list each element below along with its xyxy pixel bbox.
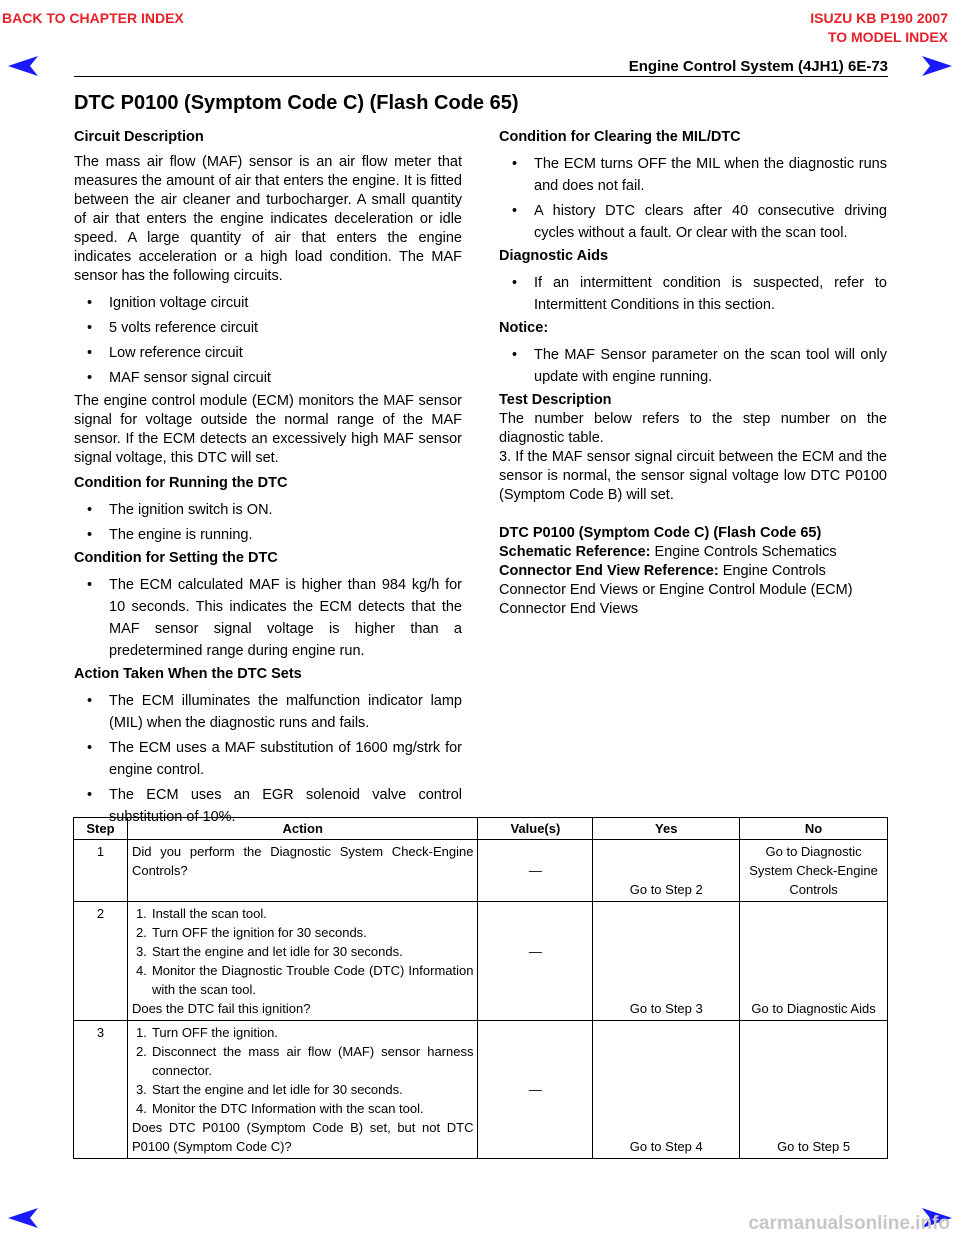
running-condition-list — [74, 499, 462, 546]
list-item: • Ignition voltage circuit — [87, 295, 249, 311]
page-header-title: Engine Control System (4JH1) 6E-73 — [628, 58, 888, 75]
list-item: • Low reference circuit — [87, 345, 243, 361]
list-item: • The ECM uses a MAF substitution of 1600 mg/strk for engine control. — [87, 740, 462, 778]
action-question: Does DTC P0100 (Symptom Code B) set, but not DTC P0100 (Symptom Code C)? — [131, 1120, 474, 1154]
right-column — [499, 128, 887, 619]
action-taken-heading: Action Taken When the DTC Sets — [74, 666, 302, 682]
value-cell: — — [478, 1021, 593, 1159]
list-item: • The MAF Sensor parameter on the scan tool will only update with engine running. — [512, 347, 887, 385]
diagnostic-aids-heading: Diagnostic Aids — [499, 248, 609, 264]
action-step: 2. Disconnect the mass air flow (MAF) sensor harness connector. — [135, 1044, 474, 1078]
test-step-3-text: 3. If the MAF sensor signal circuit between the ECM and the sensor is normal, the sensor signal voltage low DTC P0100 (Symptom Code B) will set. — [499, 449, 887, 503]
setting-condition-heading: Condition for Setting the DTC — [74, 550, 278, 566]
table-row — [74, 1021, 888, 1159]
list-item: • The ECM turns OFF the MIL when the diagnostic runs and does not fail. — [512, 156, 887, 194]
action-question: Does the DTC fail this ignition? — [131, 1001, 311, 1016]
running-condition-heading: Condition for Running the DTC — [74, 475, 288, 491]
action-cell — [127, 902, 478, 1021]
list-item: • The engine is running. — [87, 527, 253, 543]
list-item: • A history DTC clears after 40 consecutive driving cycles without a fault. Or clear with the scan tool. — [512, 203, 887, 241]
action-step: 3. Start the engine and let idle for 30 seconds. — [135, 944, 403, 959]
notice-heading: Notice: — [499, 320, 549, 336]
action-taken-list — [74, 690, 462, 828]
next-page-arrow-icon[interactable] — [922, 56, 952, 76]
no-result: Go to Diagnostic Aids — [740, 902, 888, 1021]
action-step: 1. Install the scan tool. — [135, 906, 267, 921]
list-item: • The ECM uses an EGR solenoid valve control substitution of 10%. — [87, 787, 462, 825]
notice-list — [499, 344, 887, 388]
column-header-values: Value(s) — [478, 818, 593, 840]
action-step: 4. Monitor the Diagnostic Trouble Code (DTC) Information with the scan tool. — [135, 963, 474, 997]
list-item: • If an intermittent condition is suspected, refer to Intermittent Conditions in this section. — [512, 275, 887, 313]
list-item: • 5 volts reference circuit — [87, 320, 259, 336]
watermark: carmanualsonline.info — [748, 1213, 950, 1234]
diagnostic-aids-list — [499, 272, 887, 316]
action-step: 3. Start the engine and let idle for 30 seconds. — [135, 1082, 403, 1097]
diagnostic-table — [73, 817, 888, 1159]
action-step: 2. Turn OFF the ignition for 30 seconds. — [135, 925, 367, 940]
dtc-subtitle: DTC P0100 (Symptom Code C) (Flash Code 65) — [499, 525, 822, 541]
column-header-step: Step — [74, 818, 128, 840]
back-to-chapter-index-link[interactable]: BACK TO CHAPTER INDEX — [2, 10, 184, 26]
header-divider — [74, 76, 888, 77]
model-title-link[interactable]: ISUZU KB P190 2007 — [810, 10, 948, 26]
setting-condition-list — [74, 574, 462, 662]
step-number: 2 — [74, 902, 128, 1021]
action-step: 4. Monitor the DTC Information with the scan tool. — [135, 1101, 424, 1116]
clearing-condition-list — [499, 153, 887, 244]
schematic-reference: Schematic Reference: Engine Controls Schematics — [499, 544, 837, 560]
step-number: 3 — [74, 1021, 128, 1159]
circuit-list — [74, 292, 462, 389]
table-row — [74, 840, 888, 902]
no-result: Go to Step 5 — [740, 1021, 888, 1159]
circuit-description-heading: Circuit Description — [74, 129, 204, 145]
to-model-index-link[interactable]: TO MODEL INDEX — [827, 29, 948, 45]
column-header-action: Action — [127, 818, 478, 840]
no-result: Go to Diagnostic System Check-Engine Controls — [740, 840, 888, 902]
connector-end-view-reference: Connector End View Reference: Engine Controls Connector End Views or Engine Control Module (ECM) Connector End Views — [499, 563, 853, 617]
list-item: • The ignition switch is ON. — [87, 502, 273, 518]
step-number: 1 — [74, 840, 128, 902]
column-header-yes: Yes — [593, 818, 740, 840]
action-step: 1. Turn OFF the ignition. — [135, 1025, 278, 1040]
left-column — [74, 128, 462, 831]
yes-result: Go to Step 4 — [593, 1021, 740, 1159]
circuit-description-text: The mass air flow (MAF) sensor is an air flow meter that measures the amount of air that enters the engine. It is fitted between the air cleaner and turbocharger. A small quantity of air that enters the engine indicates deceleration or idle speed. A large quantity of air that enters the engine indicates acceleration or a high load condition. The MAF sensor has the following circuits. — [74, 154, 462, 284]
list-item: • The ECM illuminates the malfunction indicator lamp (MIL) when the diagnostic runs and fails. — [87, 693, 462, 731]
table-header-row — [74, 818, 888, 840]
clearing-condition-heading: Condition for Clearing the MIL/DTC — [499, 129, 741, 145]
value-cell: — — [478, 902, 593, 1021]
previous-page-arrow-icon-bottom[interactable] — [8, 1208, 38, 1228]
action-text: Did you perform the Diagnostic System Check-Engine Controls? — [127, 840, 478, 902]
ecm-monitor-text: The engine control module (ECM) monitors the MAF sensor signal for voltage outside the normal range of the MAF sensor. If the ECM detects an excessively high MAF sensor signal voltage, this DTC will set. — [74, 393, 462, 466]
value-cell: — — [478, 840, 593, 902]
action-cell — [127, 1021, 478, 1159]
column-header-no: No — [740, 818, 888, 840]
page-title: DTC P0100 (Symptom Code C) (Flash Code 65) — [74, 92, 519, 114]
yes-result: Go to Step 3 — [593, 902, 740, 1021]
test-description-heading: Test Description — [499, 392, 612, 408]
previous-page-arrow-icon[interactable] — [8, 56, 38, 76]
list-item: • The ECM calculated MAF is higher than 984 kg/h for 10 seconds. This indicates the ECM detects that the MAF sensor signal voltage is higher than a predetermined range during engine run. — [87, 577, 462, 659]
yes-result: Go to Step 2 — [593, 840, 740, 902]
test-description-text: The number below refers to the step number on the diagnostic table. — [499, 411, 887, 446]
list-item: • MAF sensor signal circuit — [87, 370, 271, 386]
table-row — [74, 902, 888, 1021]
